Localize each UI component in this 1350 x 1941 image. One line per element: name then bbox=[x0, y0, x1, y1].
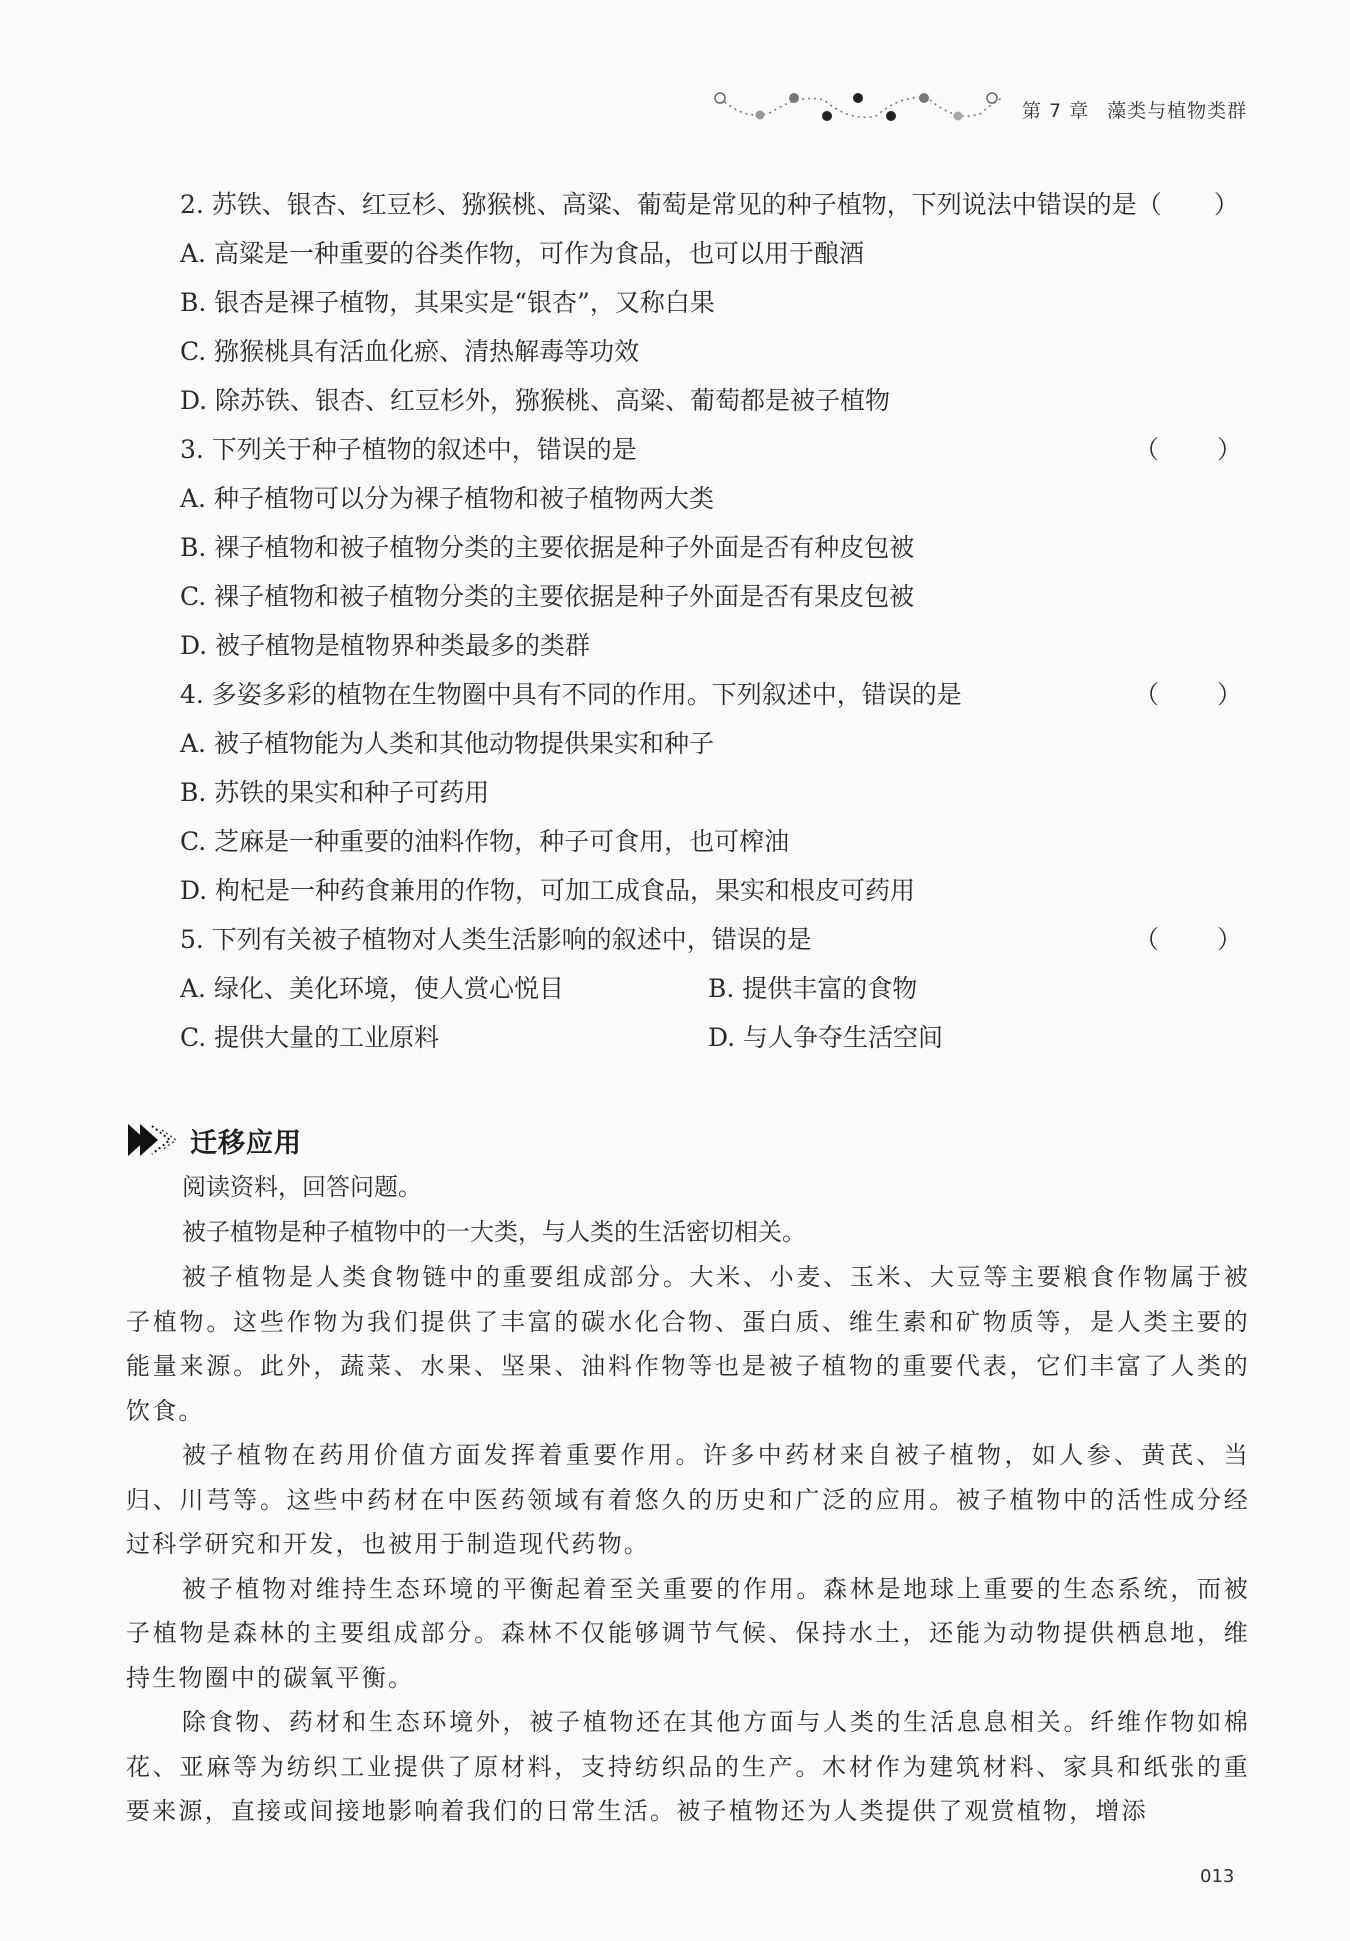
question-2-option-b: B. 银杏是裸子植物，其果实是“银杏”，又称白果 bbox=[180, 288, 715, 317]
passage-paragraph-food: 被子植物是人类食物链中的重要组成部分。大米、小麦、玉米、大豆等主要粮食作物属于被子植物。这些作物为我们提供了丰富的碳水化合物、蛋白质、维生素和矿物质等，是人类主要的能量来源。此外，蔬菜、水果、坚果、油料作物等也是被子植物的重要代表，它们丰富了人类的饮食。 bbox=[126, 1263, 1250, 1425]
question-4-option-c: C. 芝麻是一种重要的油料作物，种子可食用，也可榨油 bbox=[180, 827, 790, 856]
question-3-stem: 3. 下列关于种子植物的叙述中，错误的是 （ ） bbox=[180, 425, 1250, 474]
question-5-option-d: D. 与人争夺生活空间 bbox=[708, 1023, 944, 1052]
chapter-header bbox=[710, 88, 1258, 128]
question-5-option-a: A. 绿化、美化环境，使人赏心悦目 bbox=[180, 974, 564, 1003]
passage-paragraph-ecology: 被子植物对维持生态环境的平衡起着至关重要的作用。森林是地球上重要的生态系统，而被子植物是森林的主要组成部分。森林不仅能够调节气候、保持水土，还能为动物提供栖息地，维持生物圈中的碳氧平衡。 bbox=[126, 1574, 1250, 1692]
question-2-option-c: C. 猕猴桃具有活血化瘀、清热解毒等功效 bbox=[180, 337, 640, 366]
chapter-title: 藻类与植物类群 bbox=[1107, 100, 1248, 122]
answer-bracket[interactable]: （ ） bbox=[1133, 435, 1242, 464]
question-5-option-b: B. 提供丰富的食物 bbox=[708, 974, 918, 1003]
passage-instruction: 阅读资料，回答问题。 bbox=[182, 1173, 422, 1201]
dotted-wave-ornament bbox=[710, 88, 1010, 128]
chapter-label bbox=[1022, 96, 1247, 123]
question-3-option-c: C. 裸子植物和被子植物分类的主要依据是种子外面是否有果皮包被 bbox=[180, 582, 915, 611]
question-5-stem: 5. 下列有关被子植物对人类生活影响的叙述中，错误的是 （ ） bbox=[180, 915, 1250, 964]
page-number: 013 bbox=[1200, 1866, 1235, 1887]
double-arrow-icon bbox=[126, 1121, 182, 1159]
question-2-option-a: A. 高粱是一种重要的谷类作物，可作为食品，也可以用于酿酒 bbox=[180, 239, 864, 268]
question-3-option-d: D. 被子植物是植物界种类最多的类群 bbox=[180, 631, 591, 660]
question-3-option-b: B. 裸子植物和被子植物分类的主要依据是种子外面是否有种皮包被 bbox=[180, 533, 915, 562]
question-5-options-row-2 bbox=[180, 1013, 1250, 1062]
section-title: 迁移应用 bbox=[190, 1127, 302, 1159]
reading-passage bbox=[126, 1165, 1250, 1834]
question-4-option-b: B. 苏铁的果实和种子可药用 bbox=[180, 778, 490, 807]
section-heading bbox=[126, 1115, 302, 1165]
answer-bracket[interactable]: （ ） bbox=[1133, 925, 1242, 954]
question-4-option-d: D. 枸杞是一种药食兼用的作物，可加工成食品，果实和根皮可药用 bbox=[180, 876, 916, 905]
question-4-stem: 4. 多姿多彩的植物在生物圈中具有不同的作用。下列叙述中，错误的是 （ ） bbox=[180, 670, 1250, 719]
passage-paragraph-other-uses: 除食物、药材和生态环境外，被子植物还在其他方面与人类的生活息息相关。纤维作物如棉花、亚麻等为纺织工业提供了原材料，支持纺织品的生产。木材作为建筑材料、家具和纸张的重要来源，直接或间接地影响着我们的日常生活。被子植物还为人类提供了观赏植物，增添 bbox=[126, 1708, 1250, 1825]
passage-intro: 被子植物是种子植物中的一大类，与人类的生活密切相关。 bbox=[182, 1218, 806, 1246]
chapter-number: 第 7 章 bbox=[1022, 100, 1090, 122]
passage-paragraph-medicine: 被子植物在药用价值方面发挥着重要作用。许多中药材来自被子植物，如人参、黄芪、当归、川芎等。这些中药材在中医药领域有着悠久的历史和广泛的应用。被子植物中的活性成分经过科学研究和开发，也被用于制造现代药物。 bbox=[126, 1441, 1250, 1558]
question-3-option-a: A. 种子植物可以分为裸子植物和被子植物两大类 bbox=[180, 484, 714, 513]
question-list bbox=[180, 180, 1250, 1062]
question-5-options-row-1 bbox=[180, 964, 1250, 1013]
question-2-stem: 2. 苏铁、银杏、红豆杉、猕猴桃、高粱、葡萄是常见的种子植物，下列说法中错误的是（ ） bbox=[180, 190, 1239, 219]
question-5-option-c: C. 提供大量的工业原料 bbox=[180, 1023, 440, 1052]
answer-bracket[interactable]: （ ） bbox=[1133, 680, 1242, 709]
question-4-option-a: A. 被子植物能为人类和其他动物提供果实和种子 bbox=[180, 729, 714, 758]
question-2-option-d: D. 除苏铁、银杏、红豆杉外，猕猴桃、高粱、葡萄都是被子植物 bbox=[180, 386, 891, 415]
